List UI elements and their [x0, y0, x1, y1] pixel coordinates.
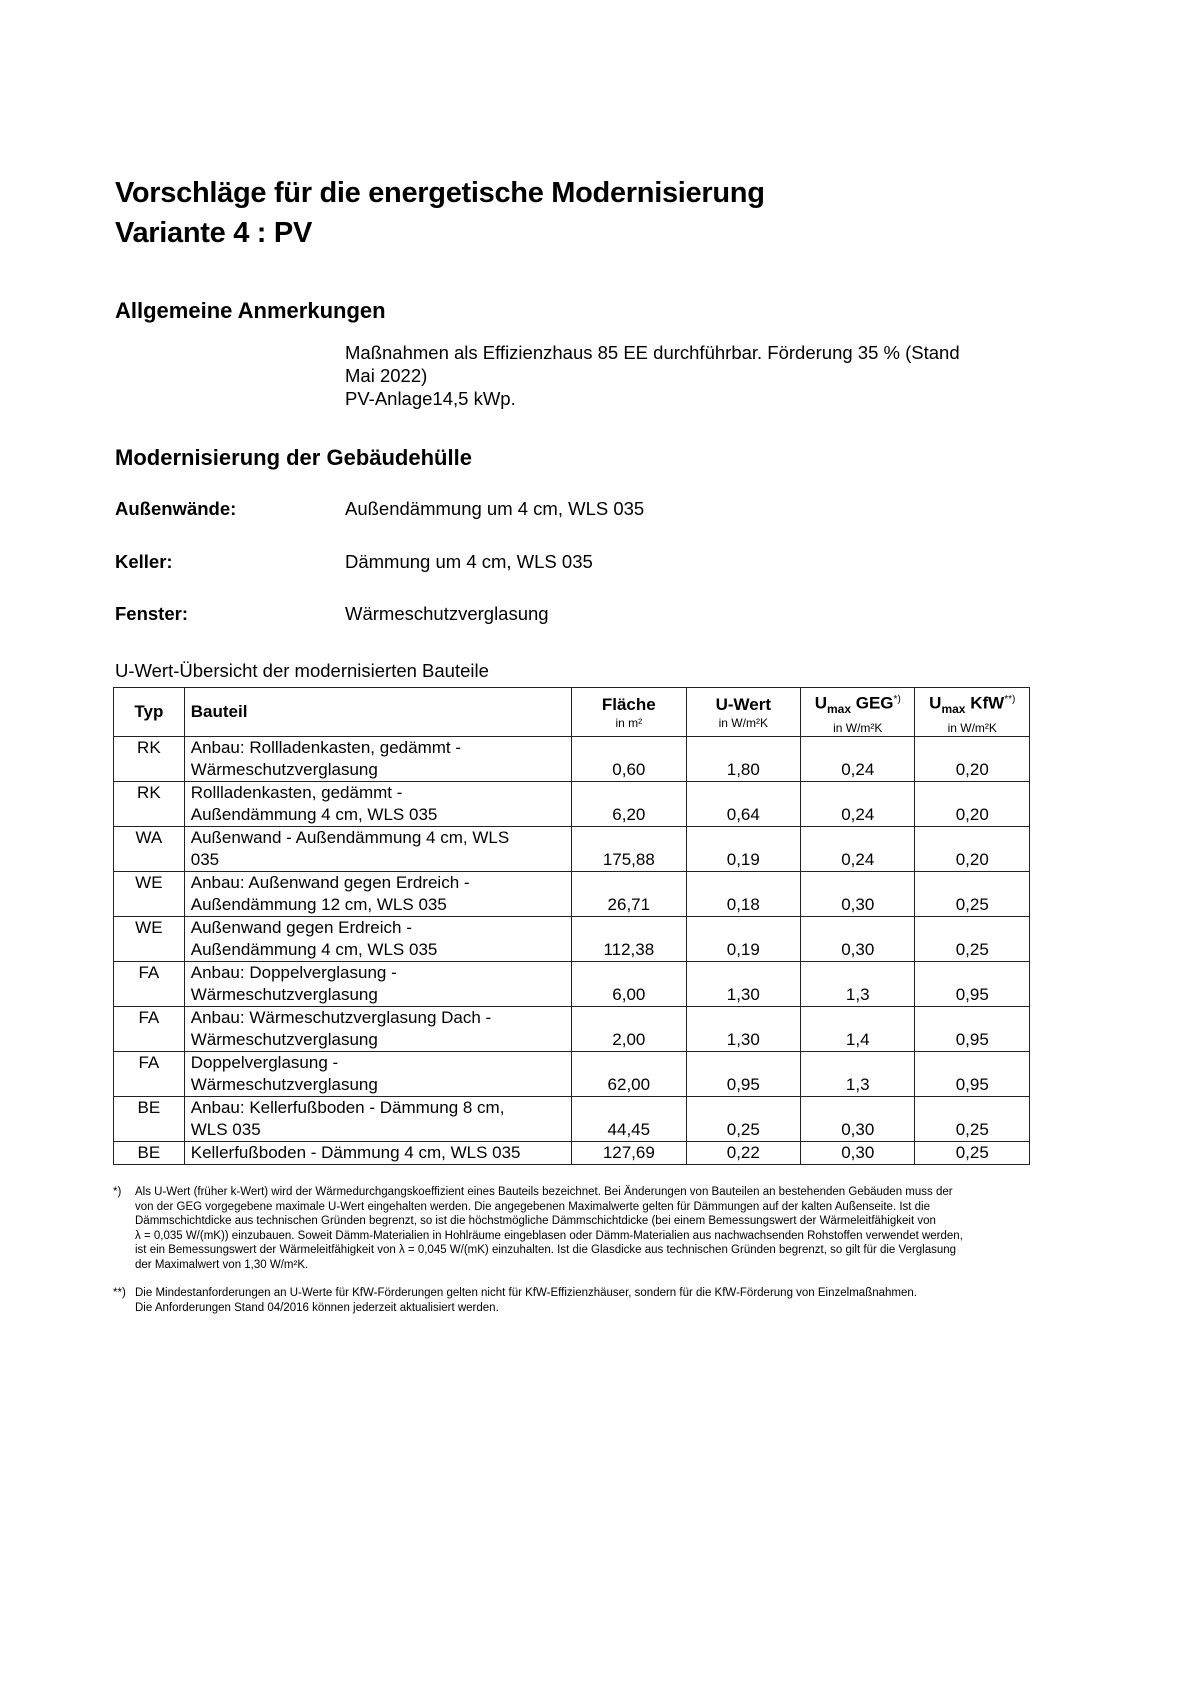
cell-typ: BE [114, 1142, 185, 1165]
table-row [114, 1007, 1030, 1052]
header-flaeche-label: Fläche [601, 695, 656, 714]
cell-bauteil-line: Wärmeschutzverglasung [190, 760, 378, 779]
header-umax-letter: U [929, 694, 942, 714]
footnote-line: λ = 0,035 W/(mK)) einzubauen. Soweit Dämm-Materialien in Hohlräume eingeblasen oder Dämm-Materialien aus nachwachsenden Rohstoffen verwendet werden, [135, 1229, 963, 1242]
cell-bauteil-line: Wärmeschutzverglasung [190, 1075, 378, 1094]
footnote-marker: **) [113, 1287, 126, 1299]
footnote-text [135, 1185, 1028, 1272]
general-heading: Allgemeine Anmerkungen [115, 298, 386, 323]
cell-bauteil-line: Doppelverglasung - [190, 1053, 339, 1072]
cell-uwert: 0,95 [686, 1052, 800, 1097]
cell-typ: FA [114, 962, 185, 1007]
cell-umax-geg: 0,30 [801, 917, 915, 962]
cell-umax-geg: 0,24 [801, 827, 915, 872]
header-typ: Typ [114, 688, 185, 737]
cell-umax-kfw: 0,95 [915, 1007, 1030, 1052]
general-note-line: Maßnahmen als Effizienzhaus 85 EE durchführbar. Förderung 35 % (Stand [345, 342, 960, 363]
header-umax-sub: max [826, 702, 852, 717]
cell-umax-kfw: 0,20 [915, 737, 1030, 782]
footnote-text [135, 1286, 1028, 1315]
cell-uwert: 0,64 [686, 782, 800, 827]
cell-umax-geg: 1,3 [801, 962, 915, 1007]
header-kfw-label: KfW [970, 694, 1005, 714]
header-uwert-label: U-Wert [715, 695, 771, 714]
cell-bauteil-line: Außenwand gegen Erdreich - [190, 918, 412, 937]
footnote-1 [113, 1185, 1028, 1272]
cell-flaeche: 112,38 [572, 917, 687, 962]
footnote-line: ist ein Bemessungswert der Wärmeleitfähigkeit von λ = 0,045 W/(mK) einzuhalten. Ist die Glasdicke aus technischen Gründen begrenzt, so gilt für die Verglasung [135, 1244, 957, 1256]
footnote-2 [113, 1286, 1028, 1315]
table-row [114, 827, 1030, 872]
cell-bauteil [184, 1007, 571, 1052]
cell-typ: WE [114, 872, 185, 917]
cell-typ: BE [114, 1097, 185, 1142]
cell-umax-geg: 0,30 [801, 1097, 915, 1142]
cell-bauteil-line: Außendämmung 4 cm, WLS 035 [190, 805, 438, 824]
cell-bauteil [184, 872, 571, 917]
cell-bauteil-line: Außendämmung 12 cm, WLS 035 [190, 895, 447, 914]
header-geg-label: GEG [855, 694, 894, 714]
general-note-line: PV-Anlage14,5 kWp. [345, 388, 516, 409]
cell-bauteil [184, 737, 571, 782]
cell-typ: WA [114, 827, 185, 872]
header-uwert [686, 688, 800, 737]
cell-bauteil [184, 1097, 571, 1142]
cell-umax-geg: 1,4 [801, 1007, 915, 1052]
header-kfw-footnote-mark: **) [1004, 694, 1016, 706]
footnote-line: Als U-Wert (früher k-Wert) wird der Wärmedurchgangskoeffizient eines Bauteils bezeichnet. Bei Änderungen von Bauteilen an bestehenden Gebäuden muss der [135, 1186, 953, 1198]
cell-bauteil [184, 917, 571, 962]
cell-typ: RK [114, 737, 185, 782]
cell-bauteil-line: Außendämmung 4 cm, WLS 035 [190, 940, 438, 959]
cell-umax-kfw: 0,25 [915, 1142, 1030, 1165]
cell-flaeche: 127,69 [572, 1142, 687, 1165]
header-uwert-unit: in W/m²K [718, 716, 768, 730]
footnote-line: Dämmschichtdicke aus technischen Gründen begrenzt, so ist die höchstmögliche Dämmschichtdicke (bei einem Bemessungswert der Wärmeleitfähigkeit von [135, 1215, 936, 1227]
cell-bauteil-line: Anbau: Kellerfußboden - Dämmung 8 cm, [190, 1098, 505, 1117]
cell-typ: WE [114, 917, 185, 962]
envelope-value-walls: Außendämmung um 4 cm, WLS 035 [345, 498, 645, 519]
envelope-label-windows: Fenster: [115, 603, 188, 624]
header-umax-kfw [915, 688, 1030, 737]
table-body [114, 737, 1030, 1165]
header-flaeche [572, 688, 687, 737]
header-umax-letter: U [814, 694, 827, 714]
table-row [114, 1097, 1030, 1142]
envelope-label-cellar: Keller: [115, 551, 173, 572]
table-row [114, 917, 1030, 962]
general-note-line: Mai 2022) [345, 365, 428, 386]
cell-typ: FA [114, 1052, 185, 1097]
footnote-line: Die Mindestanforderungen an U-Werte für KfW-Förderungen gelten nicht für KfW-Effizienzhäuser, sondern für die KfW-Förderung von Einzelmaßnahmen. [135, 1287, 917, 1299]
variant-title: Variante 4 : PV [115, 217, 312, 249]
table-row [114, 1142, 1030, 1165]
envelope-heading: Modernisierung der Gebäudehülle [115, 445, 472, 470]
cell-bauteil [184, 1142, 571, 1165]
cell-flaeche: 62,00 [572, 1052, 687, 1097]
envelope-value-cellar: Dämmung um 4 cm, WLS 035 [345, 551, 593, 572]
table-row [114, 872, 1030, 917]
cell-typ: RK [114, 782, 185, 827]
header-umax-sub: max [941, 702, 966, 717]
page-title: Vorschläge für die energetische Modernisierung [115, 177, 765, 209]
cell-bauteil-line: Anbau: Doppelverglasung - [190, 963, 397, 982]
cell-bauteil-line: 035 [190, 850, 220, 869]
header-geg-footnote-mark: *) [893, 694, 901, 706]
table-caption: U-Wert-Übersicht der modernisierten Bauteile [115, 660, 489, 681]
cell-flaeche: 0,60 [572, 737, 687, 782]
table-header-row [114, 688, 1030, 737]
table-row [114, 1052, 1030, 1097]
footnote-marker: *) [113, 1186, 122, 1198]
cell-bauteil-line: Anbau: Außenwand gegen Erdreich - [190, 873, 470, 892]
cell-bauteil [184, 962, 571, 1007]
cell-bauteil-line: WLS 035 [190, 1120, 261, 1139]
cell-bauteil-line: Anbau: Wärmeschutzverglasung Dach - [190, 1008, 492, 1027]
footnote-line: von der GEG vorgegebene maximale U-Wert eingehalten werden. Die angegebenen Maximalwerte gelten für Dämmungen auf der kalten Außenseite. Ist die [135, 1200, 931, 1213]
cell-bauteil-line: Außenwand - Außendämmung 4 cm, WLS [190, 828, 510, 847]
cell-uwert: 0,18 [686, 872, 800, 917]
cell-typ: FA [114, 1007, 185, 1052]
cell-umax-kfw: 0,95 [915, 962, 1030, 1007]
cell-umax-kfw: 0,20 [915, 782, 1030, 827]
cell-umax-geg: 0,24 [801, 737, 915, 782]
cell-bauteil-line: Wärmeschutzverglasung [190, 1030, 378, 1049]
cell-uwert: 1,30 [686, 1007, 800, 1052]
envelope-value-windows: Wärmeschutzverglasung [345, 603, 549, 624]
cell-umax-geg: 0,30 [801, 872, 915, 917]
cell-bauteil-line: Rollladenkasten, gedämmt - [190, 783, 403, 802]
header-bauteil: Bauteil [184, 688, 571, 737]
envelope-label-walls: Außenwände: [115, 498, 237, 519]
cell-bauteil [184, 827, 571, 872]
cell-umax-kfw: 0,25 [915, 917, 1030, 962]
cell-uwert: 1,30 [686, 962, 800, 1007]
cell-umax-geg: 0,30 [801, 1142, 915, 1165]
table-row [114, 962, 1030, 1007]
cell-uwert: 0,19 [686, 917, 800, 962]
cell-uwert: 0,19 [686, 827, 800, 872]
header-kfw-unit: in W/m²K [947, 720, 997, 735]
cell-umax-geg: 0,24 [801, 782, 915, 827]
cell-umax-geg: 1,3 [801, 1052, 915, 1097]
cell-flaeche: 6,20 [572, 782, 687, 827]
cell-flaeche: 2,00 [572, 1007, 687, 1052]
cell-uwert: 1,80 [686, 737, 800, 782]
table-row [114, 782, 1030, 827]
cell-flaeche: 6,00 [572, 962, 687, 1007]
cell-bauteil [184, 782, 571, 827]
cell-flaeche: 26,71 [572, 872, 687, 917]
table-row [114, 737, 1030, 782]
footnote-line: der Maximalwert von 1,30 W/m²K. [135, 1258, 309, 1271]
cell-umax-kfw: 0,95 [915, 1052, 1030, 1097]
header-geg-unit: in W/m²K [833, 720, 883, 735]
cell-uwert: 0,25 [686, 1097, 800, 1142]
cell-flaeche: 175,88 [572, 827, 687, 872]
footnote-line: Die Anforderungen Stand 04/2016 können jederzeit aktualisiert werden. [135, 1301, 499, 1314]
cell-umax-kfw: 0,20 [915, 827, 1030, 872]
general-notes [345, 341, 1025, 410]
cell-umax-kfw: 0,25 [915, 1097, 1030, 1142]
cell-flaeche: 44,45 [572, 1097, 687, 1142]
cell-umax-kfw: 0,25 [915, 872, 1030, 917]
cell-bauteil [184, 1052, 571, 1097]
cell-bauteil-line: Wärmeschutzverglasung [190, 985, 378, 1004]
cell-bauteil-line: Kellerfußboden - Dämmung 4 cm, WLS 035 [190, 1143, 521, 1162]
header-umax-geg [801, 688, 915, 737]
header-flaeche-unit: in m² [615, 716, 643, 730]
cell-uwert: 0,22 [686, 1142, 800, 1165]
cell-bauteil-line: Anbau: Rollladenkasten, gedämmt - [190, 738, 461, 757]
u-value-table [113, 687, 1030, 1165]
